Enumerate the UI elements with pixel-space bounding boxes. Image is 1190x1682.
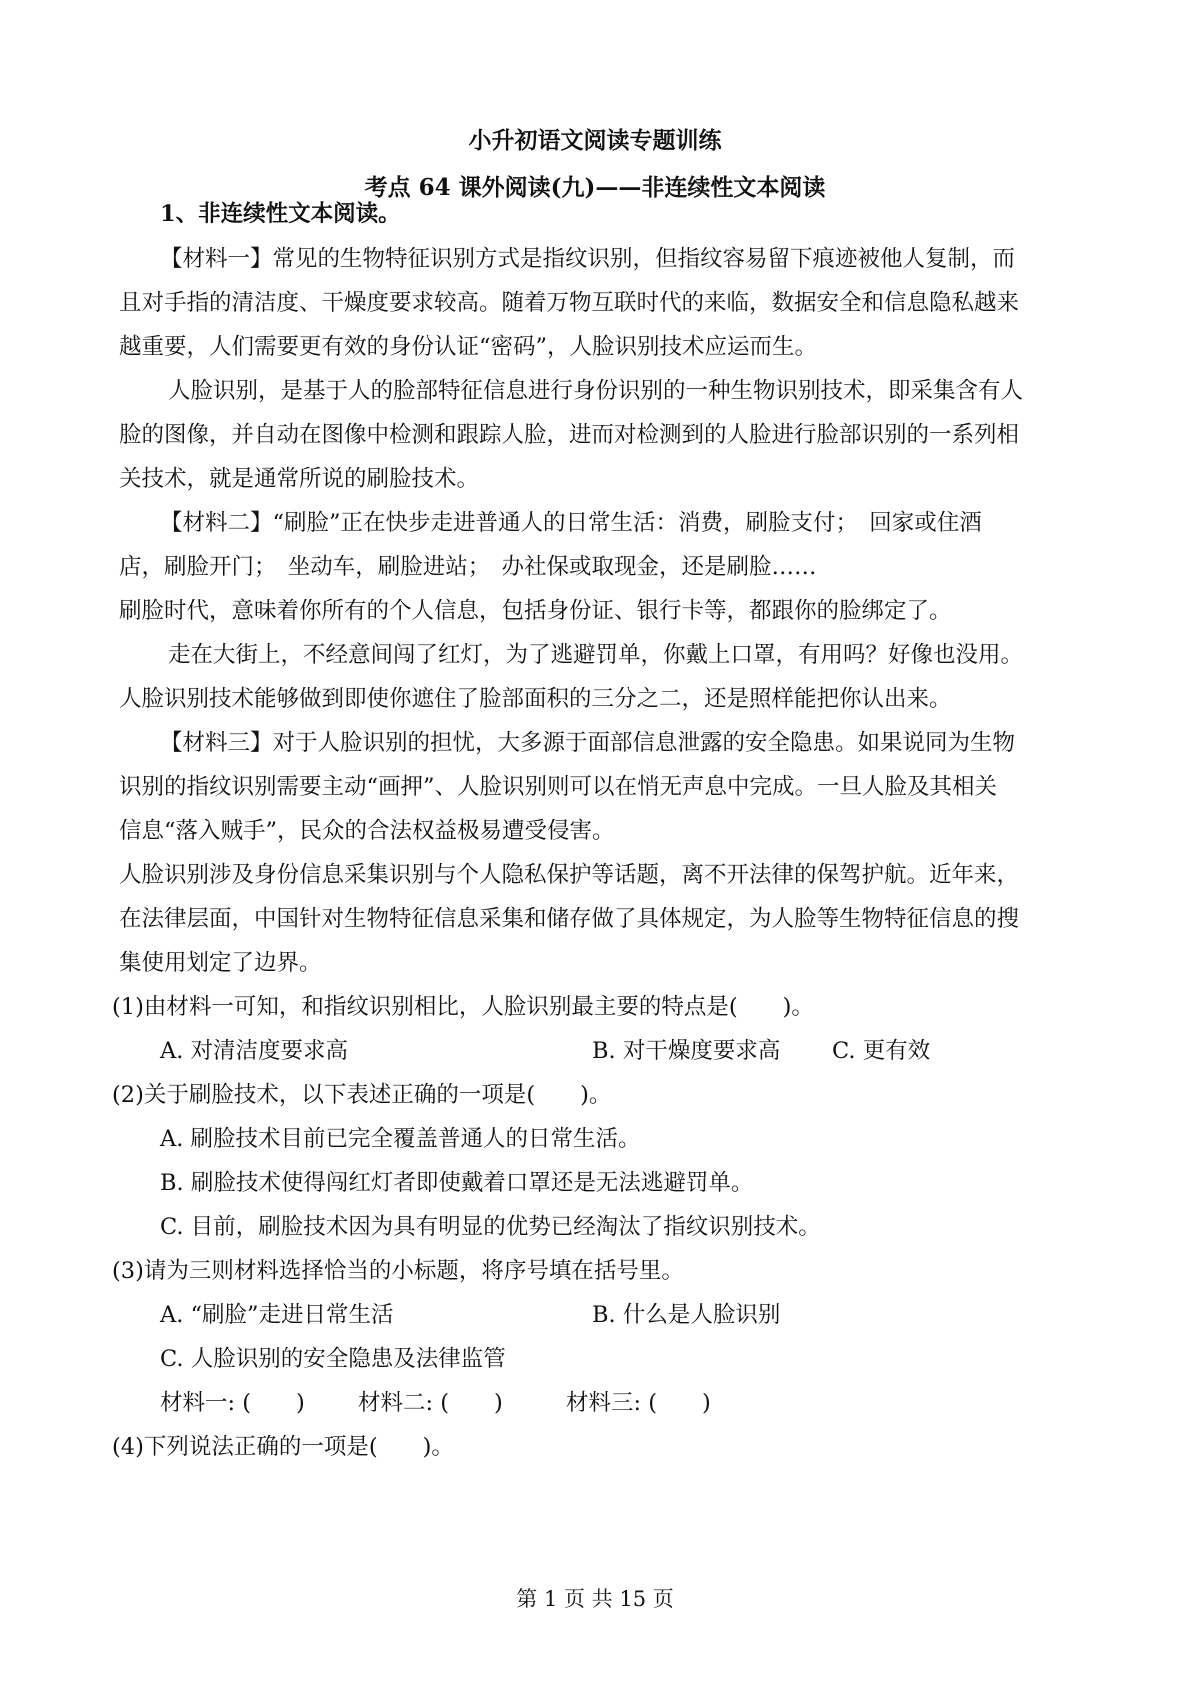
question-1-option-a: A. 对清洁度要求高 — [160, 1038, 349, 1064]
question-2-option-c: C. 目前，刷脸技术因为具有明显的优势已经淘汰了指纹识别技术。 — [160, 1214, 821, 1240]
question-2-option-b: B. 刷脸技术使得闯红灯者即使戴着口罩还是无法逃避罚单。 — [160, 1170, 754, 1196]
question-3-stem: (3)请为三则材料选择恰当的小标题，将序号填在括号里。 — [112, 1258, 684, 1284]
material1-line: 越重要，人们需要更有效的身份认证“密码”，人脸识别技术应运而生。 — [119, 334, 818, 360]
question-3-option-b: B. 什么是人脸识别 — [592, 1302, 781, 1328]
question-2-stem: (2)关于刷脸技术，以下表述正确的一项是( )。 — [112, 1082, 612, 1108]
question-3-blank-3[interactable]: 材料三: ( ) — [566, 1390, 711, 1416]
question-3-blank-1[interactable]: 材料一: ( ) — [160, 1390, 305, 1416]
question-1-option-c: C. 更有效 — [832, 1038, 931, 1064]
question-3-option-a: A. “刷脸”走进日常生活 — [160, 1302, 394, 1328]
material3-line: 人脸识别涉及身份信息采集识别与个人隐私保护等话题，离不开法律的保驾护航。近年来， — [119, 862, 1020, 888]
question-4-stem: (4)下列说法正确的一项是( )。 — [112, 1434, 454, 1460]
question-1-stem: (1)由材料一可知，和指纹识别相比，人脸识别最主要的特点是( )。 — [112, 994, 814, 1020]
question-1-option-b: B. 对干燥度要求高 — [592, 1038, 781, 1064]
material3-line: 信息“落入贼手”，民众的合法权益极易遭受侵害。 — [119, 818, 615, 844]
material3-line: 【材料三】对于人脸识别的担忧，大多源于面部信息泄露的安全隐患。如果说同为生物 — [160, 730, 1016, 756]
question-3-option-c: C. 人脸识别的安全隐患及法律监管 — [160, 1346, 506, 1372]
question-2-option-a: A. 刷脸技术目前已完全覆盖普通人的日常生活。 — [160, 1126, 641, 1152]
material1-line: 关技术，就是通常所说的刷脸技术。 — [119, 466, 480, 492]
material2-line: 【材料二】“刷脸”正在快步走进普通人的日常生活：消费，刷脸支付； 回家或住酒 — [160, 510, 982, 536]
material1-line: 且对手指的清洁度、干燥度要求较高。随着万物互联时代的来临，数据安全和信息隐私越来 — [119, 290, 1020, 316]
material3-line: 集使用划定了边界。 — [119, 950, 322, 976]
question-3-blank-2[interactable]: 材料二: ( ) — [358, 1390, 503, 1416]
material1-line: 脸的图像，并自动在图像中检测和跟踪人脸，进而对检测到的人脸进行脸部识别的一系列相 — [119, 422, 1020, 448]
section-heading: 1、非连续性文本阅读。 — [160, 201, 401, 227]
material3-line: 在法律层面，中国针对生物特征信息采集和储存做了具体规定，为人脸等生物特征信息的搜 — [119, 906, 1020, 932]
material1-line: 【材料一】常见的生物特征识别方式是指纹识别，但指纹容易留下痕迹被他人复制，而 — [160, 246, 1016, 272]
material2-line: 走在大街上，不经意间闯了红灯，为了逃避罚单，你戴上口罩，有用吗？好像也没用。 — [168, 642, 1024, 668]
material3-line: 识别的指纹识别需要主动“画押”、人脸识别则可以在悄无声息中完成。一旦人脸及其相关 — [119, 774, 998, 800]
document-subtitle: 考点 64 课外阅读(九)——非连续性文本阅读 — [364, 174, 826, 201]
document-title: 小升初语文阅读专题训练 — [468, 127, 722, 154]
material2-line: 店，刷脸开门； 坐动车，刷脸进站； 办社保或取现金，还是刷脸…… — [119, 554, 817, 580]
page-number: 第 1 页 共 15 页 — [516, 1587, 674, 1611]
material2-line: 人脸识别技术能够做到即使你遮住了脸部面积的三分之二，还是照样能把你认出来。 — [119, 686, 952, 712]
material2-line: 刷脸时代，意味着你所有的个人信息，包括身份证、银行卡等，都跟你的脸绑定了。 — [119, 598, 952, 624]
material1-line: 人脸识别，是基于人的脸部特征信息进行身份识别的一种生物识别技术，即采集含有人 — [168, 378, 1024, 404]
